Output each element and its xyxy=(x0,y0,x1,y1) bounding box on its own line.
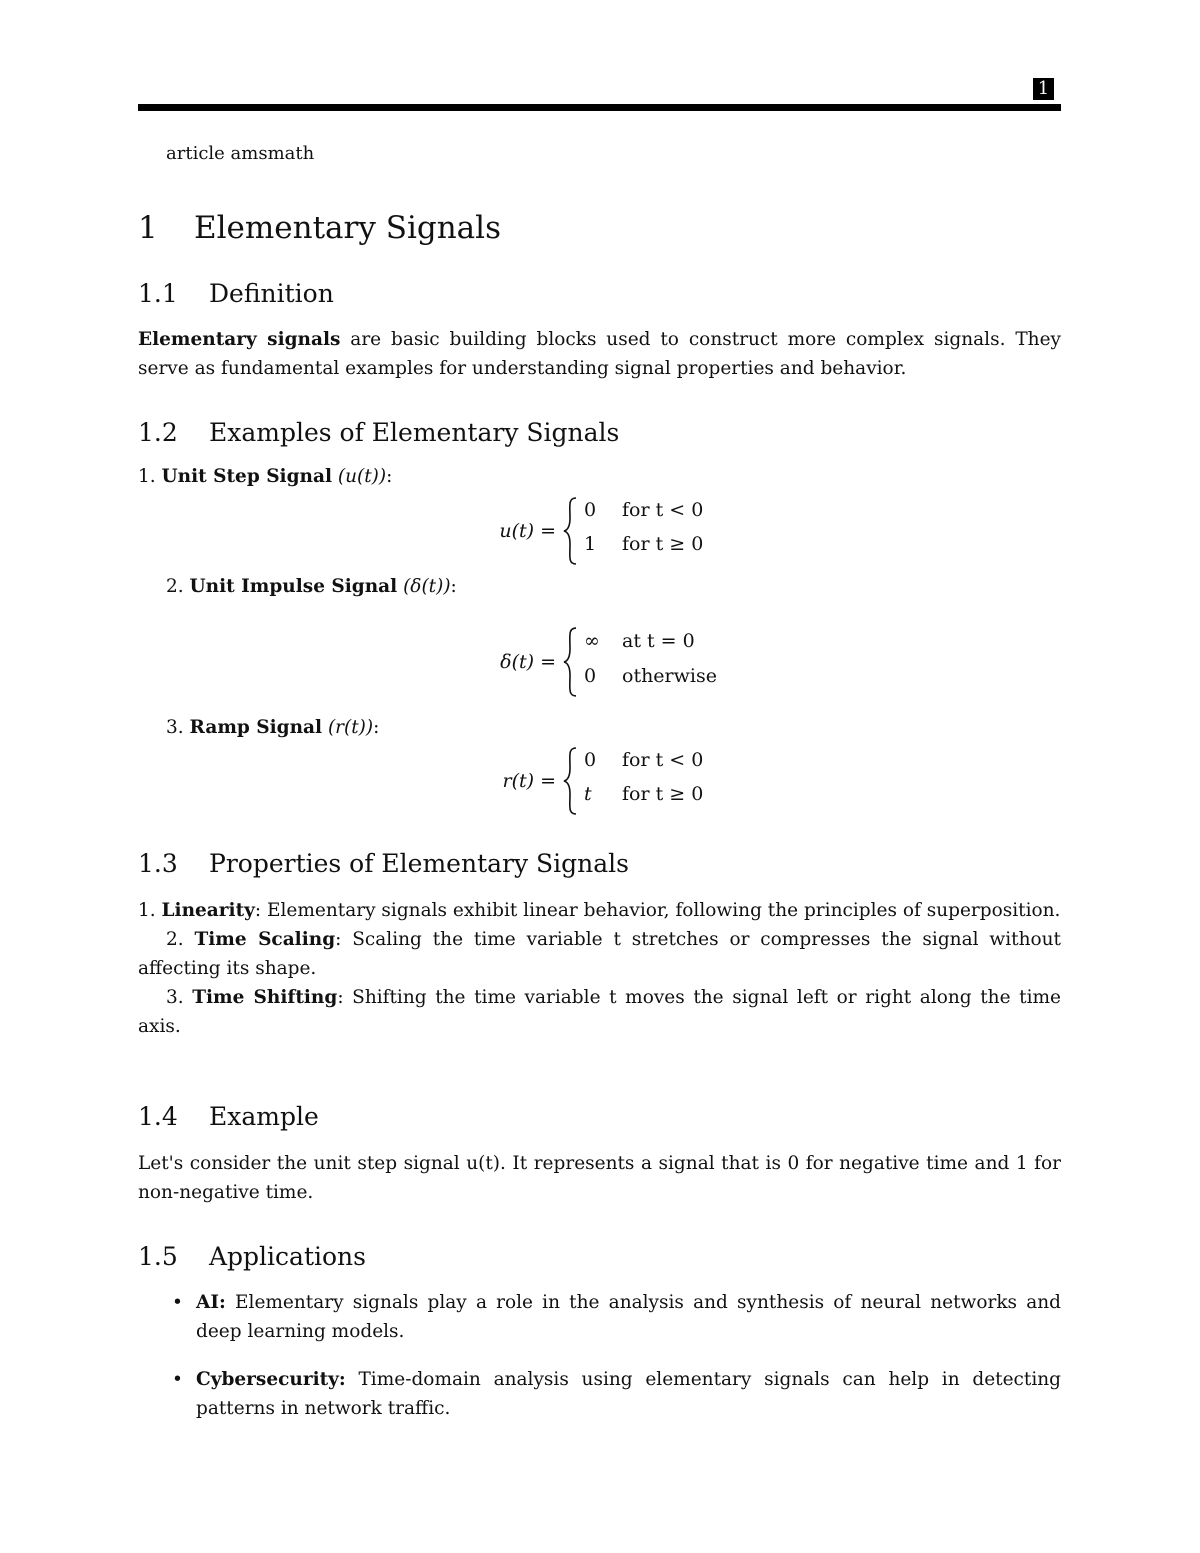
item-label: 3. xyxy=(166,717,190,738)
subsection-number: 1.4 xyxy=(138,1102,178,1131)
list-item xyxy=(138,1288,1061,1346)
equation-lhs: u(t) = xyxy=(499,520,556,542)
application-text: Time-domain analysis using elementary signals can help in detecting patterns in network traffic. xyxy=(196,1369,1061,1419)
subsection-heading-properties xyxy=(138,849,629,878)
applications-list xyxy=(138,1288,1061,1442)
list-item xyxy=(138,1365,1061,1423)
subsection-number: 1.3 xyxy=(138,849,178,878)
definition-paragraph xyxy=(138,325,1061,383)
subsection-title: Examples of Elementary Signals xyxy=(209,418,620,447)
item-colon: : xyxy=(386,466,393,487)
property-name: Time Shifting xyxy=(192,987,338,1008)
property-name: Linearity xyxy=(161,900,255,921)
case-row xyxy=(584,749,703,771)
case-row xyxy=(584,499,703,521)
application-text: Elementary signals play a role in the analysis and synthesis of neural networks and deep learning models. xyxy=(196,1292,1061,1342)
case-value: 0 xyxy=(584,499,597,521)
subsection-title: Definition xyxy=(209,279,334,308)
application-name: Cybersecurity: xyxy=(196,1369,346,1390)
property-label: 1. xyxy=(138,900,162,921)
case-value: ∞ xyxy=(584,630,600,652)
application-name: AI: xyxy=(196,1292,226,1313)
subsection-title: Properties of Elementary Signals xyxy=(209,849,630,878)
item-colon: : xyxy=(450,576,457,597)
case-row xyxy=(584,630,695,652)
left-brace-icon xyxy=(562,626,578,698)
subsection-heading-examples xyxy=(138,418,619,447)
case-condition: for t ≥ 0 xyxy=(622,533,704,555)
property-text: : Shifting the time variable t moves the signal left or right along the time axis. xyxy=(138,987,1061,1037)
section-heading xyxy=(138,210,501,246)
case-value: t xyxy=(584,783,592,805)
equation-ramp xyxy=(502,746,762,816)
case-condition: at t = 0 xyxy=(622,630,695,652)
left-brace-icon xyxy=(562,496,578,566)
property-label: 3. xyxy=(166,987,193,1008)
property-text: : Elementary signals exhibit linear behavior, following the principles of superposition. xyxy=(254,900,1061,921)
equation-lhs: δ(t) = xyxy=(500,651,556,673)
case-value: 0 xyxy=(584,749,597,771)
subsection-heading-definition xyxy=(138,279,334,308)
case-condition: for t < 0 xyxy=(622,499,704,521)
item-label: 2. xyxy=(166,576,190,597)
item-symbol: (u(t)) xyxy=(337,466,387,487)
subsection-heading-applications xyxy=(138,1242,366,1271)
example-paragraph: Let's consider the unit step signal u(t). It represents a signal that is 0 for negative time and 1 for non-negative time. xyxy=(138,1153,1061,1203)
page-number: 1 xyxy=(1033,78,1054,100)
item-name: Unit Step Signal xyxy=(161,466,332,487)
property-text: : Scaling the time variable t stretches or compresses the signal without affecting its shape. xyxy=(138,929,1061,979)
case-value: 0 xyxy=(584,665,597,687)
case-row xyxy=(584,665,717,687)
preamble-text: article amsmath xyxy=(166,143,315,164)
definition-text: are basic building blocks used to construct more complex signals. They serve as fundamental examples for understanding signal properties and behavior. xyxy=(138,329,1061,379)
example-item-unit-step xyxy=(138,466,392,487)
property-label: 2. xyxy=(166,929,195,950)
case-condition: for t < 0 xyxy=(622,749,704,771)
document-page xyxy=(138,0,1061,1553)
item-name: Unit Impulse Signal xyxy=(189,576,398,597)
property-name: Time Scaling xyxy=(194,929,336,950)
subsection-title: Example xyxy=(209,1102,319,1131)
item-colon: : xyxy=(373,717,380,738)
subsection-number: 1.1 xyxy=(138,279,178,308)
definition-term: Elementary signals xyxy=(138,329,341,350)
case-condition: otherwise xyxy=(622,665,717,687)
left-brace-icon xyxy=(562,746,578,816)
item-label: 1. xyxy=(138,466,162,487)
equation-unit-impulse xyxy=(500,626,772,698)
item-symbol: (δ(t)) xyxy=(403,576,451,597)
subsection-title: Applications xyxy=(209,1242,366,1271)
header-rule xyxy=(138,104,1061,111)
section-number: 1 xyxy=(138,210,158,246)
section-title: Elementary Signals xyxy=(194,210,501,246)
case-row xyxy=(584,533,703,555)
properties-paragraph xyxy=(138,896,1061,1041)
equation-unit-step xyxy=(499,496,762,566)
item-symbol: (r(t)) xyxy=(327,717,374,738)
example-item-unit-impulse xyxy=(166,576,457,597)
bullet-icon: • xyxy=(172,1292,183,1313)
case-row xyxy=(584,783,703,805)
subsection-number: 1.5 xyxy=(138,1242,178,1271)
equation-lhs: r(t) = xyxy=(502,770,556,792)
subsection-heading-example xyxy=(138,1102,319,1131)
subsection-number: 1.2 xyxy=(138,418,178,447)
example-item-ramp xyxy=(166,717,379,738)
case-condition: for t ≥ 0 xyxy=(622,783,704,805)
item-name: Ramp Signal xyxy=(189,717,323,738)
case-value: 1 xyxy=(584,533,597,555)
bullet-icon: • xyxy=(172,1369,183,1390)
